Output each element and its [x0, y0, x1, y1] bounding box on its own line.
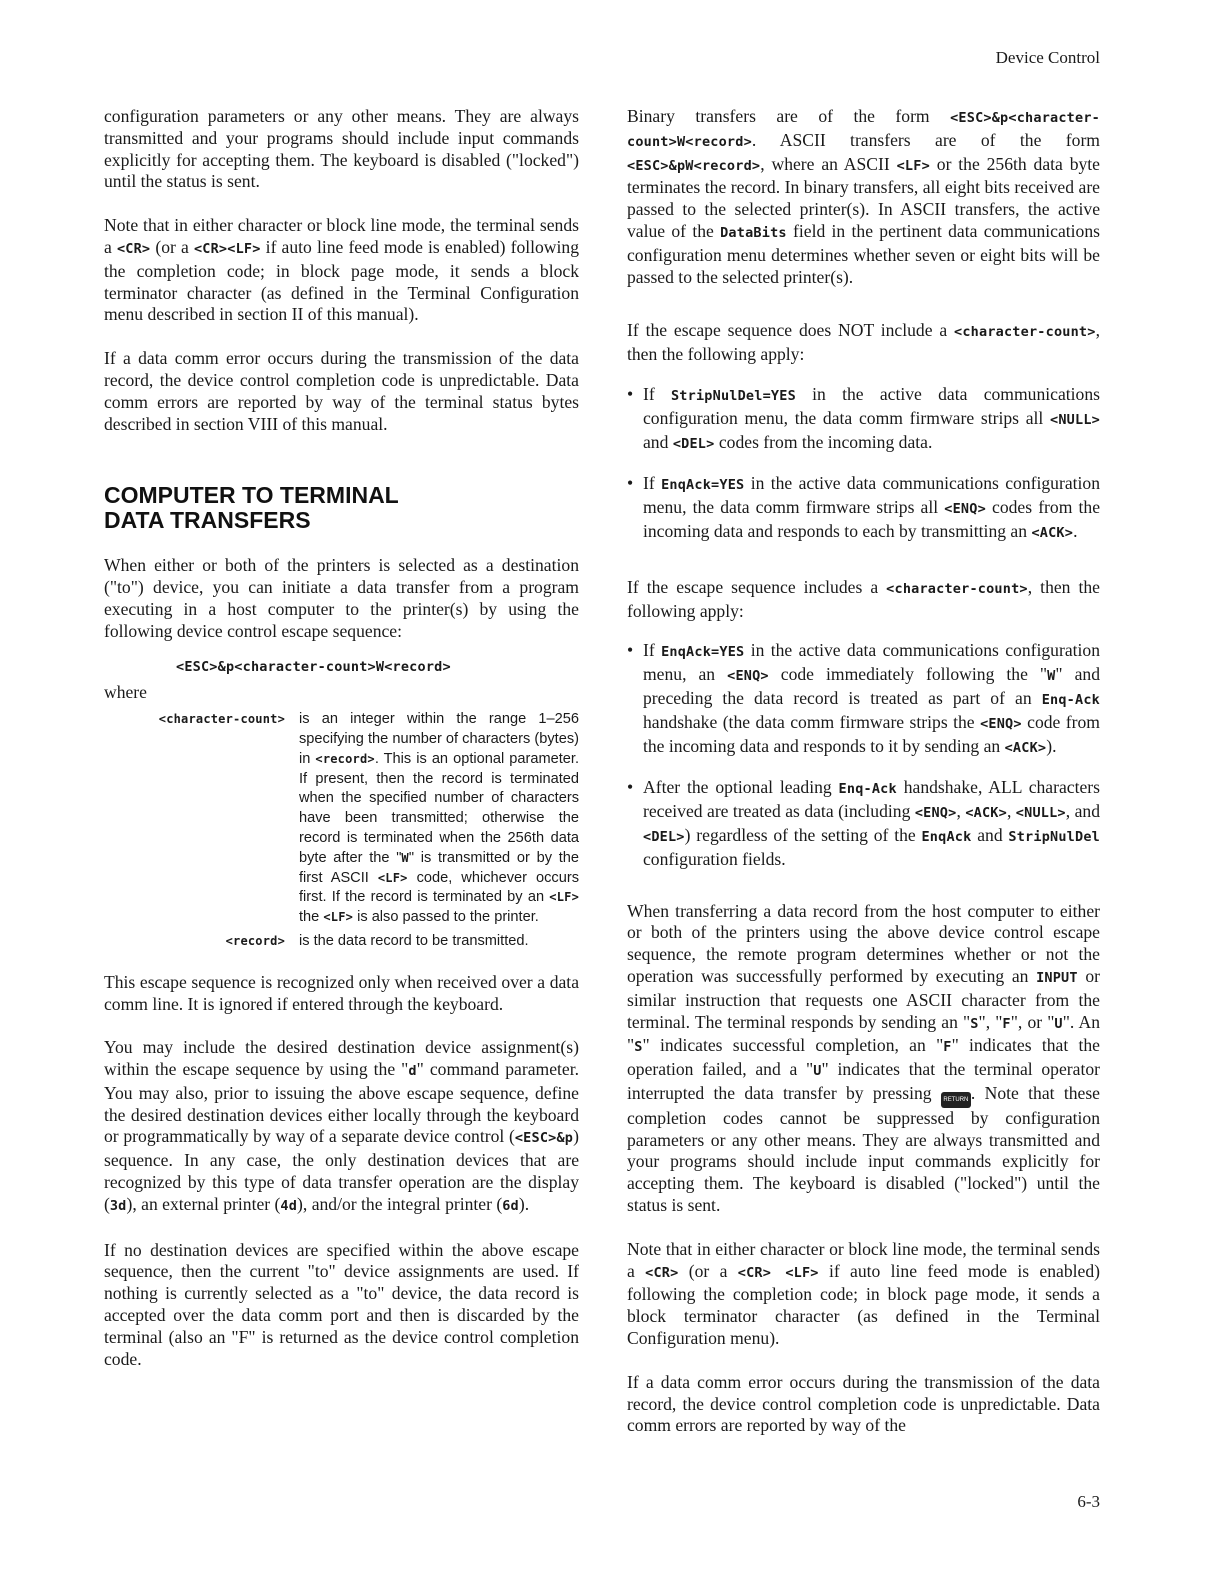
definition-row [104, 710, 579, 928]
running-header: Device Control [995, 48, 1100, 67]
definition-row [104, 932, 579, 952]
list-item: • After the optional leading Enq-Ack handshake, ALL characters received are treated as data (including <ENQ>, <ACK>, <NULL>, and <DEL>) regardless of the setting of the EnqAck and StripNulDel configuration fields. [627, 777, 1100, 870]
paragraph: If a data comm error occurs during the transmission of the data record, the device control completion code is unpredictable. Data comm errors are reported by way of the [627, 1371, 1100, 1436]
paragraph: When either or both of the printers is selected as a destination ("to") device, you can initiate a data transfer from a program executing in a host computer to the printer(s) by using the following device control escape sequence: [104, 555, 579, 641]
paragraph: configuration parameters or any other means. They are always transmitted and your programs should include input commands explicitly for accepting them. The keyboard is disabled ("locked") until the status is sent. [104, 106, 579, 192]
where-label: where [104, 682, 147, 703]
paragraph: Binary transfers are of the form <ESC>&p<character-count>W<record>. ASCII transfers are of the form <ESC>&pW<record>, where an ASCII <LF> or the 256th data byte terminates the record. In binary transfers, all eight bits received are passed to the selected printer(s). In ASCII transfers, the active value of the DataBits field in the pertinent data communications configuration menu determines whether seven or eight bits will be passed to the selected printer(s). [627, 106, 1100, 287]
section-heading: COMPUTER TO TERMINAL DATA TRANSFERS [104, 482, 399, 534]
paragraph: If the escape sequence does NOT include a <character-count>, then the following apply: [627, 320, 1100, 365]
paragraph: Note that in either character or block line mode, the terminal sends a <CR> (or a <CR><LF> if auto line feed mode is enabled) following the completion code; in block page mode, it sends a block terminator character (as defined in the Terminal Configuration menu described in section II of this manual). [104, 215, 579, 325]
paragraph: If no destination devices are specified within the above escape sequence, then the current "to" device assignments are used. If nothing is currently selected as a "to" device, the data record is accepted over the data comm port and then is discarded by the terminal (also an "F" is returned as the device control completion code. [104, 1239, 579, 1369]
definition-term: <character-count> [158, 712, 285, 727]
right-column [627, 106, 1100, 1459]
bullet-list [627, 640, 1100, 870]
list-item: • If EnqAck=YES in the active data communications configuration menu, an <ENQ> code immediately following the "W" and preceding the data record is treated as part of an Enq-Ack handshake (the data comm firmware strips the <ENQ> code from the incoming data and responds to it by sending an <ACK>). [627, 640, 1100, 759]
list-item: • If StripNulDel=YES in the active data communications configuration menu, the data comm firmware strips all <NULL> and <DEL> codes from the incoming data. [627, 384, 1100, 455]
paragraph: When transferring a data record from the host computer to either or both of the printers using the above device control escape sequence, the remote program determines whether or not the operation was successfully performed by executing an INPUT or similar instruction that requests one ASCII character from the terminal. The terminal responds by sending an "S", "F", or "U". An "S" indicates successful completion, an "F" indicates that the operation failed, and a "U" indicates that the terminal operator interrupted the data transfer by pressing RETURN . Note that these completion codes cannot be suppressed by configuration parameters or any other means. They are always transmitted and your programs should include input commands explicitly for accepting them. The keyboard is disabled ("locked") until the status is sent. [627, 900, 1100, 1216]
paragraph: This escape sequence is recognized only when received over a data comm line. It is ignored if entered through the keyboard. [104, 971, 579, 1014]
paragraph: Note that in either character or block line mode, the terminal sends a <CR> (or a <CR> <LF> if auto line feed mode is enabled) following the completion code; in block page mode, it sends a block terminator character (as defined in the Terminal Configuration menu). [627, 1238, 1100, 1349]
list-item: • If EnqAck=YES in the active data communications configuration menu, the data comm firmware strips all <ENQ> codes from the incoming data and responds to each by transmitting an <ACK>. [627, 473, 1100, 544]
definition-text: is the data record to be transmitted. [299, 932, 529, 949]
page-number: 6-3 [1077, 1492, 1100, 1511]
paragraph: If the escape sequence includes a <character-count>, then the following apply: [627, 576, 1100, 621]
escape-sequence: <ESC>&p<character-count>W<record> [176, 658, 451, 675]
definition-term: <record> [225, 933, 285, 948]
paragraph: You may include the desired destination device assignment(s) within the escape sequence by using the "d" command parameter. You may also, prior to issuing the above escape sequence, define the desired destination devices either locally through the keyboard or programmatically by way of a separate device control (<ESC>&p) sequence. In any case, the only destination devices that are recognized by this type of data transfer operation are the display (3d), an external printer (4d), and/or the integral printer (6d). [104, 1037, 580, 1214]
parameter-definitions [104, 710, 579, 952]
definition-text: is an integer within the range 1–256 specifying the number of characters (bytes) in <record>. This is an optional parameter. If present, then the record is terminated when the specified number of characters have been transmitted; otherwise the record is terminated when the 256th data byte after the "W" is transmitted or by the first ASCII <LF> code, whichever occurs first. If the record is terminated by an <LF> the <LF> is also passed to the printer. [299, 711, 579, 926]
paragraph: If a data comm error occurs during the transmission of the data record, the device control completion code is unpredictable. Data comm errors are reported by way of the terminal status bytes described in section VIII of this manual. [104, 348, 579, 434]
bullet-list [627, 384, 1100, 545]
left-column [104, 106, 579, 1392]
return-key-icon: RETURN [941, 1092, 971, 1108]
